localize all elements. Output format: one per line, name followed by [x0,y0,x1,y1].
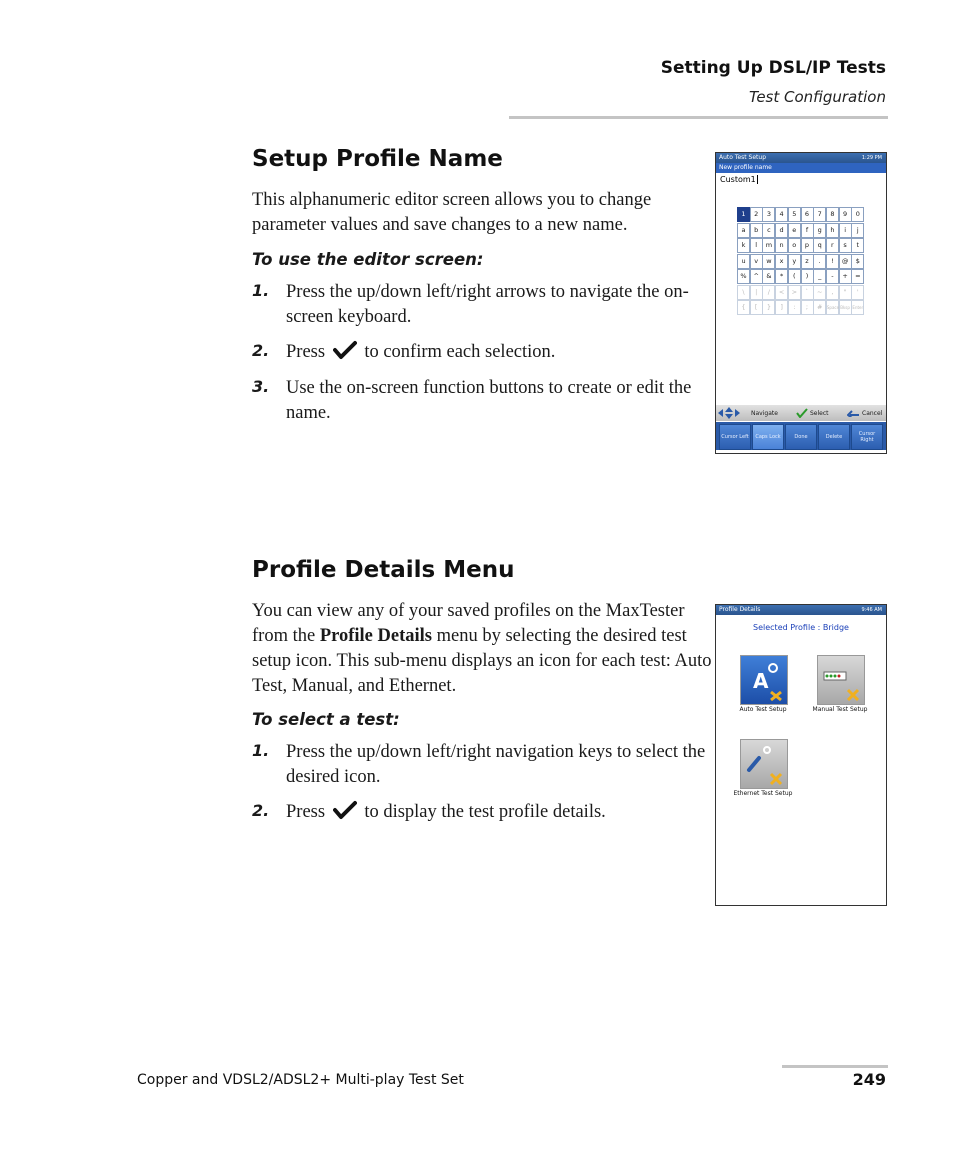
step-text-after: to display the test profile details. [364,802,606,822]
keyboard-key[interactable]: { [737,300,750,315]
keyboard-key[interactable]: h [826,223,839,238]
keyboard-key[interactable]: p [801,238,814,253]
intro-part-2: menu by selecting the desired test setup icon. This sub-menu displays an icon for each test: Auto Test, Manual, and Ethernet. [252,626,712,696]
chapter-title: Setting Up DSL/IP Tests [660,58,886,78]
device-clock: 9:46 AM [861,607,882,613]
ethernet-test-setup-tile[interactable] [740,739,788,789]
auto-test-setup-label: Auto Test Setup [739,706,787,713]
step-number: 1. [252,281,270,300]
step-text-after: to confirm each selection. [364,342,556,362]
step-text-before: Press [286,342,326,362]
keyboard-key-space[interactable]: Space [826,300,839,315]
keyboard-key[interactable]: w [762,254,775,269]
selected-profile-label: Selected Profile : Bridge [753,623,849,632]
keyboard-key[interactable]: o [788,238,801,253]
keyboard-key[interactable]: 6 [801,207,814,222]
keyboard-key[interactable]: l [750,238,763,253]
step-text-before: Press [286,802,326,822]
navigation-bar [716,405,886,421]
keyboard-key[interactable]: = [851,269,864,284]
keyboard-key[interactable]: 8 [826,207,839,222]
keyboard-key-bksp[interactable]: Bksp [839,300,852,315]
device-title: Auto Test Setup [719,154,767,161]
profile-details-screenshot [715,604,887,906]
keyboard-key[interactable]: * [775,269,788,284]
cursor-left-button[interactable]: Cursor Left [719,424,751,450]
keyboard-key[interactable]: g [813,223,826,238]
keyboard-key[interactable]: } [762,300,775,315]
step-number: 1. [252,741,270,760]
keyboard-key[interactable]: v [750,254,763,269]
function-button-bar [716,422,886,450]
keyboard-key[interactable]: b [750,223,763,238]
keyboard-key[interactable]: z [801,254,814,269]
keyboard-key[interactable]: t [851,238,864,253]
profile-details-intro [252,599,714,699]
keyboard-key[interactable]: \ [737,285,750,300]
keyboard-key[interactable]: ] [775,300,788,315]
keyboard-key[interactable]: < [775,285,788,300]
keyboard-key[interactable]: # [813,300,826,315]
device-title-bar [716,153,886,163]
keyboard-key[interactable]: $ [851,254,864,269]
cursor-right-button[interactable]: Cursor Right [851,424,883,450]
keyboard-key[interactable]: ; [801,300,814,315]
auto-test-icon [741,656,787,704]
check-icon [333,340,357,360]
keyboard-key[interactable]: 4 [775,207,788,222]
footer-rule [782,1065,888,1068]
keyboard-key[interactable]: & [762,269,775,284]
device-title-bar [716,605,886,615]
svg-text:A: A [753,669,769,693]
intro-bold: Profile Details [319,626,432,646]
profile-name-input[interactable] [720,175,758,184]
keyboard-key[interactable]: m [762,238,775,253]
step-text [286,800,716,825]
keyboard-key[interactable]: e [788,223,801,238]
setup-profile-name-heading: Setup Profile Name [252,146,503,172]
check-icon [333,800,357,820]
step-text: Press the up/down left/right navigation keys to select the desired icon. [286,742,706,787]
nav-navigate: Navigate [751,410,778,417]
keyboard-key[interactable]: ' [851,285,864,300]
profile-details-heading: Profile Details Menu [252,557,515,583]
keyboard-key[interactable]: / [762,285,775,300]
keyboard-key[interactable]: s [839,238,852,253]
keyboard-key[interactable]: y [788,254,801,269]
manual-test-setup-tile[interactable] [817,655,865,705]
navigate-arrows-icon [718,407,740,419]
keyboard-key[interactable]: k [737,238,750,253]
device-title: Profile Details [719,606,761,613]
keyboard-key[interactable]: ) [801,269,814,284]
step-number: 2. [252,341,270,360]
keyboard-key[interactable]: [ [750,300,763,315]
keyboard-key[interactable]: q [813,238,826,253]
keyboard-key[interactable]: " [839,285,852,300]
page-number: 249 [852,1070,886,1089]
keyboard-key[interactable]: % [737,269,750,284]
intro-part-1: You can view any of your saved profiles on the MaxTester from the [252,601,685,646]
done-button[interactable]: Done [785,424,817,450]
setup-profile-intro: This alphanumeric editor screen allows you to change parameter values and save changes to a new name. [252,190,652,235]
editor-screenshot [715,152,887,454]
keyboard-key[interactable]: u [737,254,750,269]
step-text [286,340,716,365]
keyboard-key[interactable]: ( [788,269,801,284]
profile-name-value: Custom1 [720,175,756,184]
keyboard-key[interactable]: ^ [750,269,763,284]
keyboard-key[interactable]: n [775,238,788,253]
step-text: Press the up/down left/right arrows to navigate the on-screen keyboard. [286,282,689,327]
field-label-bar [716,163,886,173]
delete-button[interactable]: Delete [818,424,850,450]
device-clock: 1:29 PM [861,155,882,161]
step-number: 3. [252,377,270,396]
step-text: Use the on-screen function buttons to create or edit the name. [286,378,692,423]
keyboard-key[interactable]: . [813,254,826,269]
nav-select: Select [810,410,829,417]
field-label: New profile name [719,164,772,171]
keyboard-key[interactable]: 7 [813,207,826,222]
editor-procedure-title: To use the editor screen: [252,250,484,269]
keyboard-key[interactable]: 2 [750,207,763,222]
keyboard-key[interactable]: x [775,254,788,269]
keyboard-key[interactable]: - [826,269,839,284]
section-title: Test Configuration [749,88,886,106]
keyboard-key-enter[interactable]: Enter [851,300,864,315]
keyboard-key[interactable]: i [839,223,852,238]
header-rule [509,116,888,119]
keyboard-key[interactable]: 9 [839,207,852,222]
keyboard-key[interactable]: 3 [762,207,775,222]
manual-test-icon [818,656,864,704]
keyboard-key[interactable]: | [750,285,763,300]
keyboard-key[interactable]: ~ [813,285,826,300]
manual-test-setup-label: Manual Test Setup [812,706,868,713]
keyboard-key[interactable]: d [775,223,788,238]
footer-product-name: Copper and VDSL2/ADSL2+ Multi-play Test Set [137,1072,464,1088]
step-number: 2. [252,801,270,820]
keyboard-key[interactable]: > [788,285,801,300]
nav-cancel: Cancel [862,410,883,417]
keyboard-key[interactable]: : [788,300,801,315]
ethernet-test-icon [741,740,787,788]
auto-test-setup-tile[interactable] [740,655,788,705]
keyboard-key[interactable]: , [826,285,839,300]
keyboard-key[interactable]: + [839,269,852,284]
keyboard-key[interactable]: r [826,238,839,253]
select-check-icon [796,408,808,418]
select-procedure-title: To select a test: [252,710,400,729]
keyboard-key[interactable]: f [801,223,814,238]
keyboard-key[interactable]: 0 [851,207,864,222]
keyboard-key[interactable]: ` [801,285,814,300]
keyboard-key[interactable]: 5 [788,207,801,222]
keyboard-key[interactable]: 1 [737,207,750,222]
keyboard-key[interactable]: ! [826,254,839,269]
keyboard-key[interactable]: @ [839,254,852,269]
keyboard-key[interactable]: j [851,223,864,238]
keyboard-key[interactable]: a [737,223,750,238]
keyboard-key[interactable]: _ [813,269,826,284]
ethernet-test-setup-label: Ethernet Test Setup [733,790,793,797]
caps-lock-button[interactable]: Caps Lock [752,424,784,450]
keyboard-key[interactable]: c [762,223,775,238]
cancel-back-icon [847,409,860,417]
